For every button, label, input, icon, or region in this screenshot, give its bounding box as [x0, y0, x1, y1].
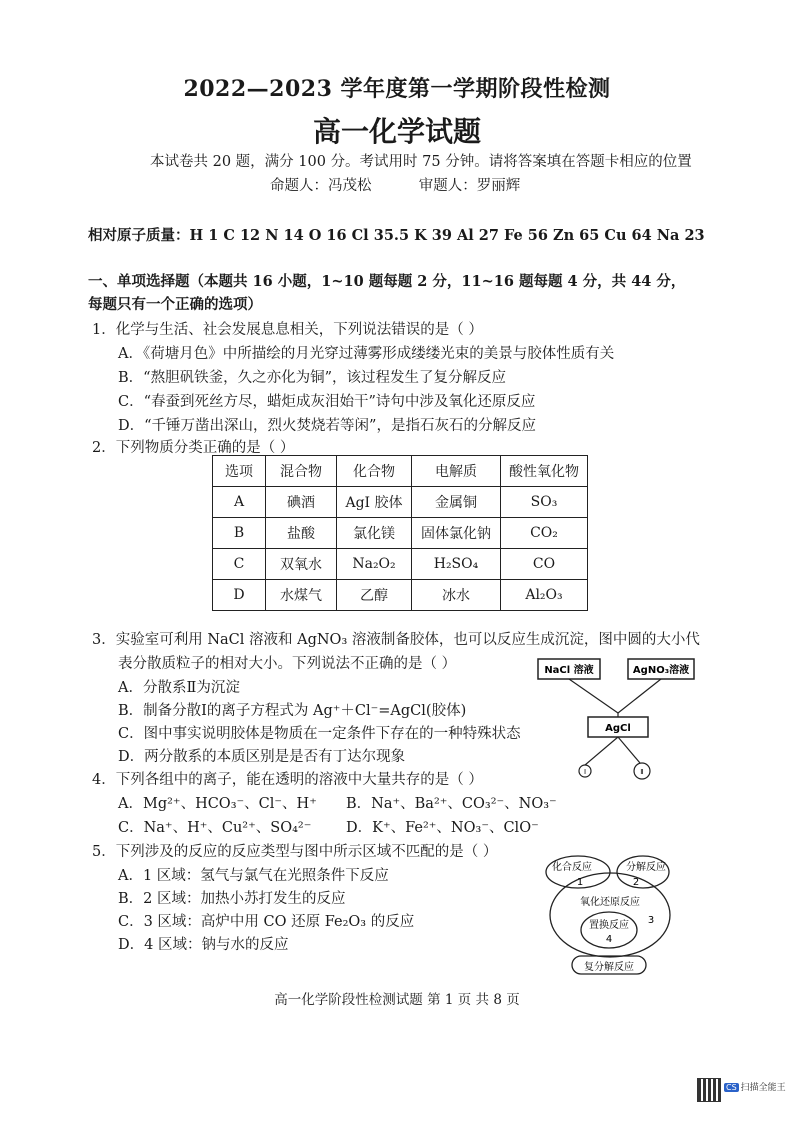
question-5-option-a: A．1 区域：氢气与氯气在光照条件下反应 [118, 868, 389, 884]
question-1-option-b: B．“熬胆矾铁釜，久之亦化为铜”，该过程发生了复分解反应 [118, 370, 506, 386]
connector-line [618, 679, 661, 713]
reaction-type-diagram [540, 850, 680, 980]
author: 命题人：冯茂松 [270, 178, 372, 194]
table-row [213, 487, 588, 518]
table-cell: 氯化镁 [337, 518, 412, 549]
author-line [270, 174, 520, 195]
dispersion-label-2: Ⅱ [640, 768, 644, 776]
table-header: 混合物 [266, 456, 337, 487]
exam-instructions: 本试卷共 20 题，满分 100 分。考试用时 75 分钟。请将答案填在答题卡相应的位置 [150, 154, 692, 170]
displacement-label: 置换反应 [589, 920, 629, 931]
table-cell: CO [501, 549, 588, 580]
table-header: 化合物 [337, 456, 412, 487]
qr-code-icon [697, 1078, 721, 1102]
question-3-option-c: C．图中事实说明胶体是物质在一定条件下存在的一种特殊状态 [118, 726, 521, 742]
table-header: 选项 [213, 456, 266, 487]
question-5-option-b: B．2 区域：加热小苏打发生的反应 [118, 891, 346, 907]
combination-label: 化合反应 [552, 862, 592, 873]
connector-line [569, 679, 618, 713]
table-cell: D [213, 580, 266, 611]
table-header-row [213, 456, 588, 487]
table-cell: B [213, 518, 266, 549]
reviewer: 审题人：罗丽辉 [418, 178, 521, 194]
region-3-label: 3 [647, 915, 655, 926]
connector-line [618, 737, 640, 763]
agno3-label: AgNO₃溶液 [632, 665, 690, 676]
region-2-label: 2 [632, 877, 640, 888]
table-row [213, 518, 588, 549]
question-3-option-b: B．制备分散Ⅰ的离子方程式为 Ag⁺＋Cl⁻=AgCl(胶体) [118, 703, 467, 719]
table-cell: CO₂ [501, 518, 588, 549]
table-cell: A [213, 487, 266, 518]
table-header: 电解质 [412, 456, 501, 487]
connector-line [585, 737, 618, 765]
table-cell: Na₂O₂ [337, 549, 412, 580]
question-3-stem-line1: 3．实验室可利用 NaCl 溶液和 AgNO₃ 溶液制备胶体，也可以反应生成沉淀，图中圆的大小代 [92, 632, 700, 648]
question-4-stem: 4．下列各组中的离子，能在透明的溶液中大量共存的是（ ） [92, 772, 483, 788]
question-5-option-c: C．3 区域：高炉中用 CO 还原 Fe₂O₃ 的反应 [118, 914, 415, 930]
question-3-stem-line2: 表分散质粒子的相对大小。下列说法不正确的是（ ） [118, 656, 457, 672]
atomic-mass-line: 相对原子质量：H 1 C 12 N 14 O 16 Cl 35.5 K 39 Al 27 Fe 56 Zn 65 Cu 64 Na 23 [88, 227, 705, 244]
table-cell: SO₃ [501, 487, 588, 518]
table-cell: 盐酸 [266, 518, 337, 549]
question-2-stem: 2．下列物质分类正确的是（ ） [92, 440, 295, 456]
scanner-badge: CS [726, 1083, 737, 1092]
question-4-option-b: B．Na⁺、Ba²⁺、CO₃²⁻、NO₃⁻ [346, 796, 557, 812]
table-cell: Al₂O₃ [501, 580, 588, 611]
section-heading: 一、单项选择题（本题共 16 小题，1~10 题每题 2 分，11~16 题每题 4 分，共 44 分，每题只有一个正确的选项） [88, 273, 686, 313]
table-cell: AgI 胶体 [337, 487, 412, 518]
redox-label: 氧化还原反应 [580, 897, 640, 908]
table-row [213, 549, 588, 580]
question-3-option-a: A．分散系Ⅱ为沉淀 [118, 680, 240, 696]
table-cell: 固体氯化钠 [412, 518, 501, 549]
table-header: 酸性氧化物 [501, 456, 588, 487]
exam-title: 2022—2023 学年度第一学期阶段性检测 [183, 76, 611, 102]
question-4-option-d: D．K⁺、Fe²⁺、NO₃⁻、ClO⁻ [346, 820, 539, 836]
scanner-name: 扫描全能王 [740, 1083, 786, 1093]
question-1-option-a: A．《荷塘月色》中所描绘的月光穿过薄雾形成缕缕光束的美景与胶体性质有关 [118, 346, 615, 362]
page-footer: 高一化学阶段性检测试题 第 1 页 共 8 页 [274, 992, 520, 1008]
table-cell: C [213, 549, 266, 580]
question-1-option-c: C．“春蚕到死丝方尽，蜡炬成灰泪始干”诗句中涉及氧化还原反应 [118, 394, 536, 410]
table-cell: 冰水 [412, 580, 501, 611]
question-5-stem: 5．下列涉及的反应的反应类型与图中所示区域不匹配的是（ ） [92, 844, 498, 860]
decomposition-label: 分解反应 [626, 862, 666, 873]
table-cell: 水煤气 [266, 580, 337, 611]
nacl-label: NaCl 溶液 [544, 665, 594, 676]
table-cell: 乙醇 [337, 580, 412, 611]
classification-table [212, 455, 588, 611]
table-cell: 金属铜 [412, 487, 501, 518]
table-cell: 双氧水 [266, 549, 337, 580]
region-4-label: 4 [605, 934, 613, 945]
question-1-stem: 1．化学与生活、社会发展息息相关，下列说法错误的是（ ） [92, 322, 483, 338]
question-3-option-d: D．两分散系的本质区别是是否有丁达尔现象 [118, 749, 406, 765]
table-cell: 碘酒 [266, 487, 337, 518]
table-cell: H₂SO₄ [412, 549, 501, 580]
dispersion-label-1: Ⅰ [583, 768, 587, 776]
question-4-option-a: A．Mg²⁺、HCO₃⁻、Cl⁻、H⁺ [118, 796, 317, 812]
scanner-brand [724, 1080, 786, 1093]
agcl-label: AgCl [605, 723, 631, 734]
question-1-option-d: D．“千锤万凿出深山，烈火焚烧若等闲”，是指石灰石的分解反应 [118, 418, 536, 434]
question-5-option-d: D．4 区域：钠与水的反应 [118, 937, 289, 953]
double-displacement-label: 复分解反应 [584, 962, 634, 973]
region-1-label: 1 [576, 877, 584, 888]
subject-title: 高一化学试题 [312, 115, 481, 148]
colloid-diagram [530, 655, 705, 785]
table-row [213, 580, 588, 611]
question-4-option-c: C．Na⁺、H⁺、Cu²⁺、SO₄²⁻ [118, 820, 312, 836]
